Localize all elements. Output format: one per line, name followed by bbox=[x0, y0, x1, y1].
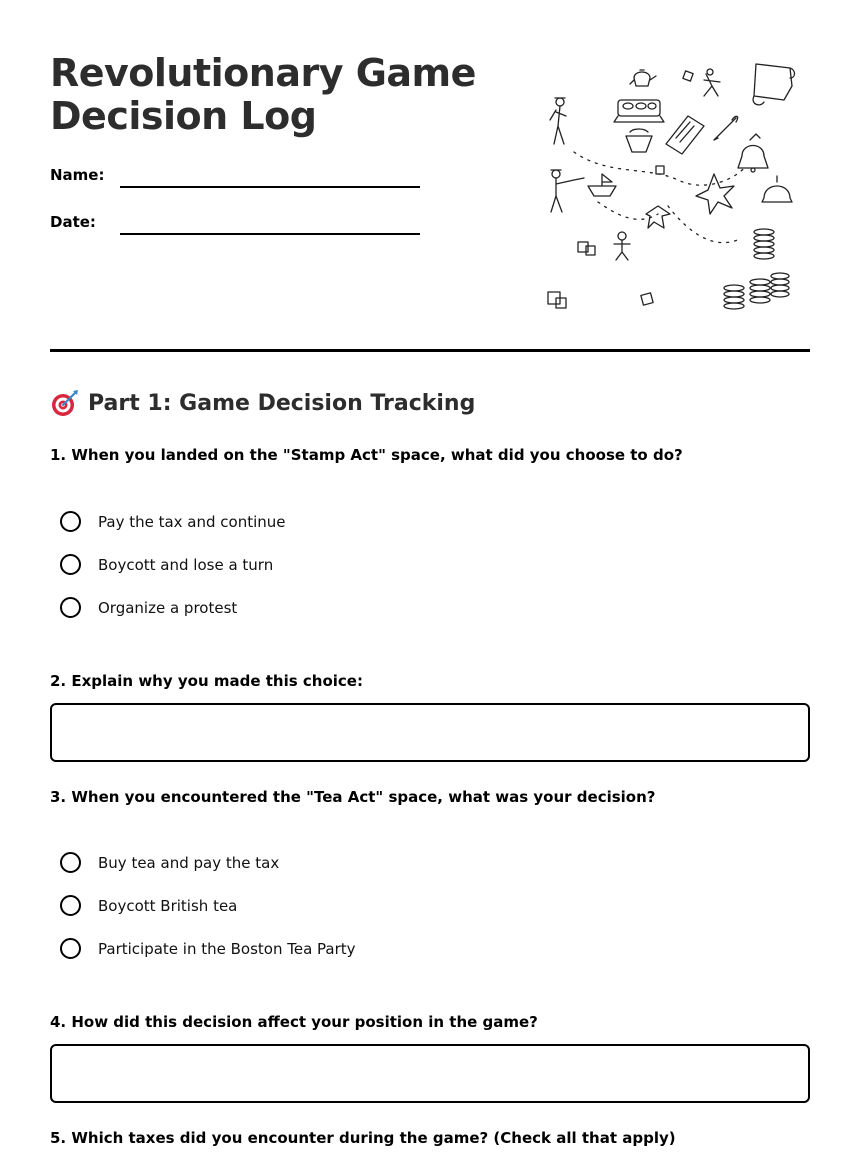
radio-button[interactable] bbox=[60, 597, 81, 618]
soldier-musket-icon bbox=[551, 170, 584, 212]
option-label: Pay the tax and continue bbox=[98, 512, 286, 531]
question-1: 1. When you landed on the "Stamp Act" space, what did you choose to do? bbox=[50, 446, 683, 464]
date-field[interactable] bbox=[120, 233, 420, 235]
radio-button[interactable] bbox=[60, 554, 81, 575]
tea-tray-icon bbox=[614, 100, 664, 122]
page-title bbox=[50, 52, 490, 138]
quill-icon bbox=[714, 116, 738, 140]
q3-option-2[interactable] bbox=[60, 895, 237, 916]
option-label: Boycott British tea bbox=[98, 896, 238, 915]
burst-emblem-icon bbox=[696, 174, 734, 214]
liberty-bell-icon bbox=[762, 176, 792, 202]
q4-answer-box[interactable] bbox=[50, 1044, 810, 1103]
section-title-part-1 bbox=[50, 388, 475, 418]
q1-option-2[interactable] bbox=[60, 554, 273, 575]
bell-icon bbox=[738, 134, 768, 172]
radio-button[interactable] bbox=[60, 895, 81, 916]
option-label: Participate in the Boston Tea Party bbox=[98, 939, 356, 958]
q1-option-1[interactable] bbox=[60, 511, 286, 532]
eagle-icon bbox=[646, 206, 670, 228]
question-4: 4. How did this decision affect your position in the game? bbox=[50, 1013, 538, 1031]
ship-icon bbox=[588, 174, 616, 196]
name-field[interactable] bbox=[120, 186, 420, 188]
radio-button[interactable] bbox=[60, 852, 81, 873]
title-line-1: Revolutionary Game bbox=[50, 51, 476, 95]
target-icon bbox=[50, 388, 80, 418]
question-2: 2. Explain why you made this choice: bbox=[50, 672, 363, 690]
soldier-icon bbox=[550, 98, 566, 144]
option-label: Boycott and lose a turn bbox=[98, 555, 274, 574]
name-label: Name: bbox=[50, 166, 105, 184]
section-title-text: Part 1: Game Decision Tracking bbox=[88, 390, 476, 416]
inkwell-icon bbox=[626, 129, 652, 152]
title-line-2: Decision Log bbox=[50, 94, 317, 138]
coin-stack-icon bbox=[724, 229, 789, 309]
q3-option-3[interactable] bbox=[60, 938, 356, 959]
boy-figure-icon bbox=[614, 232, 630, 260]
question-3: 3. When you encountered the "Tea Act" space, what was your decision? bbox=[50, 788, 656, 806]
radio-button[interactable] bbox=[60, 938, 81, 959]
q1-option-3[interactable] bbox=[60, 597, 237, 618]
radio-button[interactable] bbox=[60, 511, 81, 532]
option-label: Organize a protest bbox=[98, 598, 238, 617]
crowd-figure-icon bbox=[704, 69, 720, 96]
document-icon bbox=[666, 116, 704, 154]
revolutionary-scene-illustration bbox=[538, 56, 800, 318]
teapot-icon bbox=[630, 70, 656, 86]
question-5: 5. Which taxes did you encounter during the game? (Check all that apply) bbox=[50, 1129, 676, 1147]
q2-answer-box[interactable] bbox=[50, 703, 810, 762]
scroll-icon bbox=[753, 64, 794, 105]
dice-icon bbox=[548, 71, 693, 308]
date-label: Date: bbox=[50, 213, 96, 231]
header-divider bbox=[50, 349, 810, 352]
q3-option-1[interactable] bbox=[60, 852, 279, 873]
option-label: Buy tea and pay the tax bbox=[98, 853, 280, 872]
